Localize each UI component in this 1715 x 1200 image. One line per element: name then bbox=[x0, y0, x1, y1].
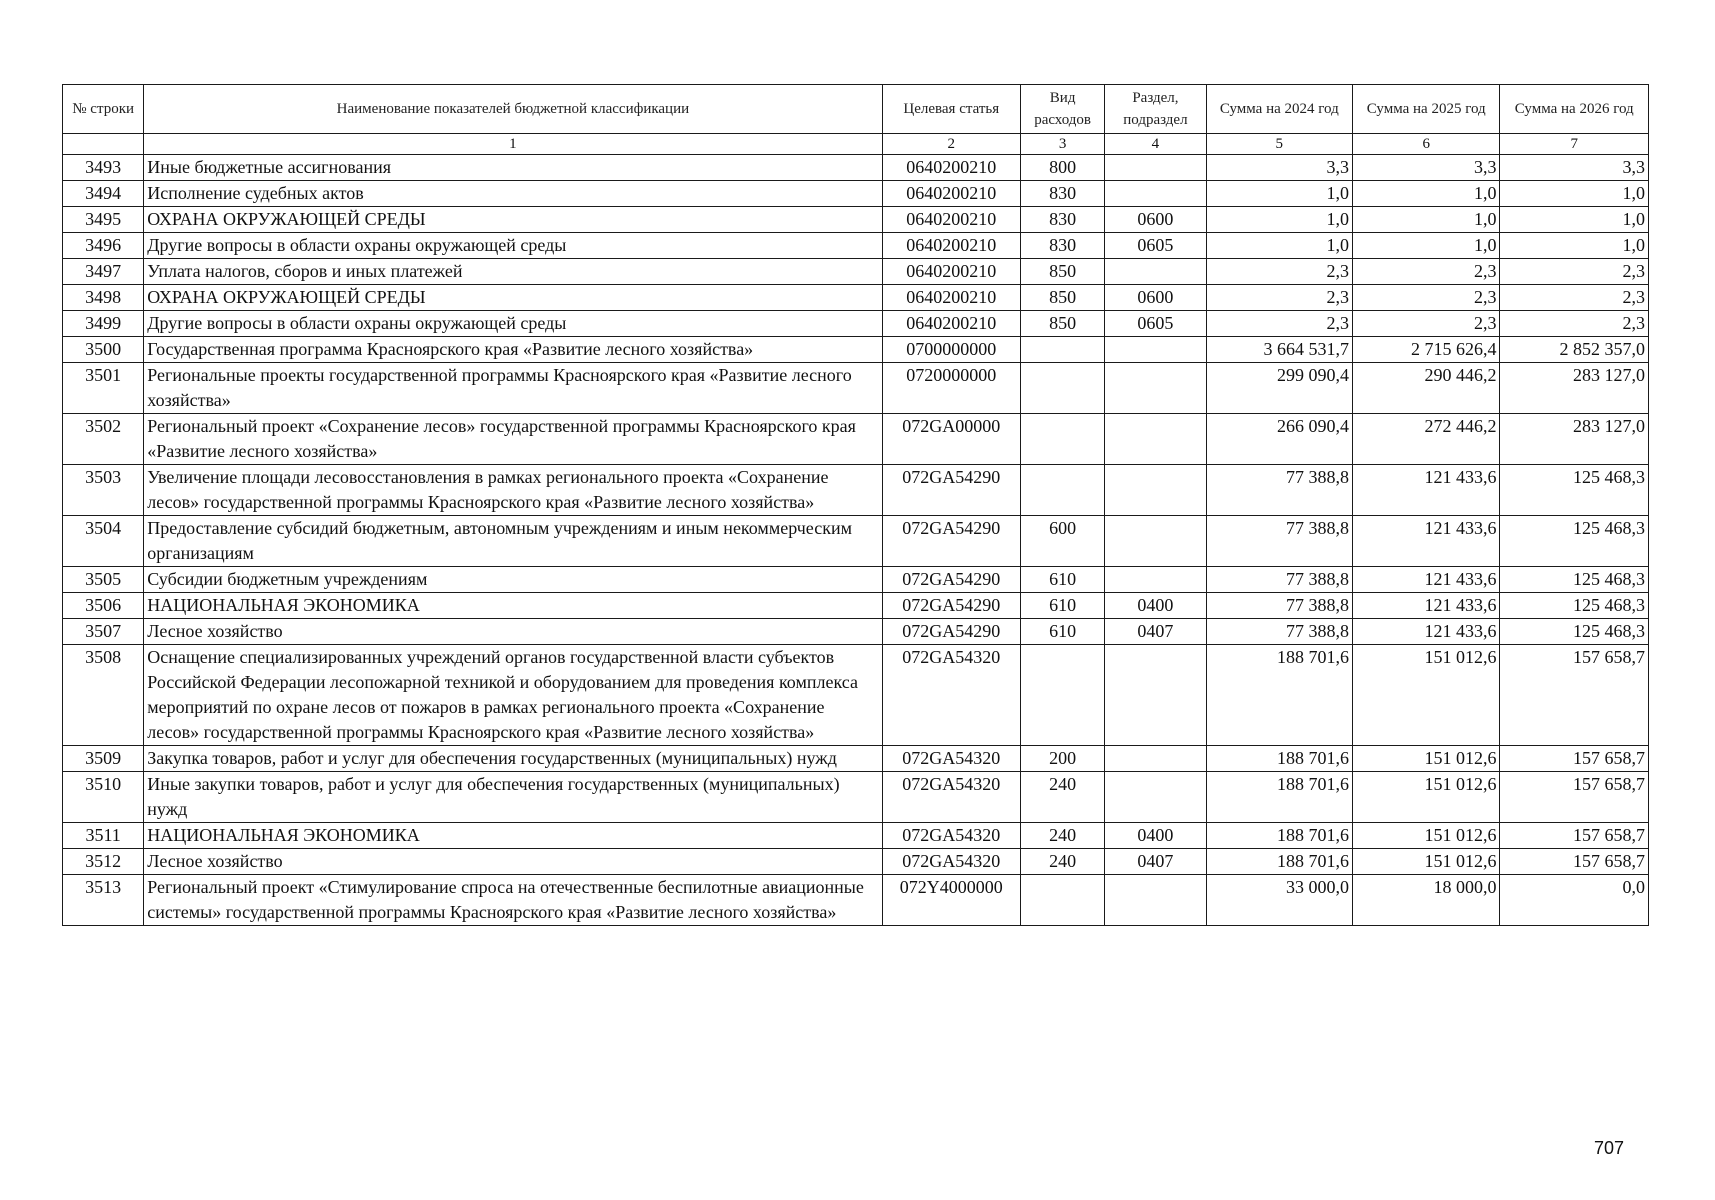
column-number: 4 bbox=[1105, 134, 1206, 155]
target-article-cell: 072GA54320 bbox=[882, 849, 1020, 875]
expense-kind-cell bbox=[1020, 414, 1104, 465]
row-number-cell: 3508 bbox=[63, 645, 144, 746]
table-row bbox=[63, 207, 1649, 233]
section-cell bbox=[1105, 337, 1206, 363]
header-indicator-name: Наименование показателей бюджетной классификации bbox=[144, 85, 882, 134]
section-cell bbox=[1105, 516, 1206, 567]
row-number-cell: 3511 bbox=[63, 823, 144, 849]
table-row bbox=[63, 516, 1649, 567]
sum-2024-cell: 1,0 bbox=[1206, 233, 1352, 259]
row-number-cell: 3498 bbox=[63, 285, 144, 311]
sum-2024-cell: 77 388,8 bbox=[1206, 593, 1352, 619]
sum-2026-cell: 125 468,3 bbox=[1500, 593, 1649, 619]
sum-2026-cell: 2,3 bbox=[1500, 311, 1649, 337]
expense-kind-cell: 240 bbox=[1020, 823, 1104, 849]
sum-2026-cell: 283 127,0 bbox=[1500, 363, 1649, 414]
indicator-name-cell: НАЦИОНАЛЬНАЯ ЭКОНОМИКА bbox=[144, 823, 882, 849]
sum-2025-cell: 290 446,2 bbox=[1353, 363, 1500, 414]
sum-2026-cell: 157 658,7 bbox=[1500, 849, 1649, 875]
sum-2025-cell: 121 433,6 bbox=[1353, 567, 1500, 593]
row-number-cell: 3499 bbox=[63, 311, 144, 337]
indicator-name-cell: Лесное хозяйство bbox=[144, 619, 882, 645]
sum-2025-cell: 1,0 bbox=[1353, 233, 1500, 259]
table-row bbox=[63, 746, 1649, 772]
target-article-cell: 072GA54290 bbox=[882, 516, 1020, 567]
indicator-name-cell: Увеличение площади лесовосстановления в рамках регионального проекта «Сохранение лесов» государственной программы Красноярского края «Развитие лесного хозяйства» bbox=[144, 465, 882, 516]
indicator-name-cell: ОХРАНА ОКРУЖАЮЩЕЙ СРЕДЫ bbox=[144, 285, 882, 311]
expense-kind-cell: 830 bbox=[1020, 207, 1104, 233]
indicator-name-cell: Региональный проект «Сохранение лесов» государственной программы Красноярского края «Развитие лесного хозяйства» bbox=[144, 414, 882, 465]
table-row bbox=[63, 772, 1649, 823]
sum-2025-cell: 121 433,6 bbox=[1353, 516, 1500, 567]
target-article-cell: 072GA54320 bbox=[882, 772, 1020, 823]
table-row bbox=[63, 259, 1649, 285]
sum-2024-cell: 77 388,8 bbox=[1206, 516, 1352, 567]
column-number: 1 bbox=[144, 134, 882, 155]
row-number-cell: 3503 bbox=[63, 465, 144, 516]
sum-2024-cell: 1,0 bbox=[1206, 181, 1352, 207]
row-number-cell: 3501 bbox=[63, 363, 144, 414]
table-row bbox=[63, 567, 1649, 593]
target-article-cell: 072GA54290 bbox=[882, 567, 1020, 593]
column-number: 6 bbox=[1353, 134, 1500, 155]
target-article-cell: 072GA54290 bbox=[882, 465, 1020, 516]
page-number: 707 bbox=[1594, 1138, 1625, 1158]
expense-kind-cell bbox=[1020, 645, 1104, 746]
sum-2024-cell: 299 090,4 bbox=[1206, 363, 1352, 414]
indicator-name-cell: Исполнение судебных актов bbox=[144, 181, 882, 207]
row-number-cell: 3497 bbox=[63, 259, 144, 285]
expense-kind-cell bbox=[1020, 363, 1104, 414]
sum-2025-cell: 1,0 bbox=[1353, 181, 1500, 207]
expense-kind-cell: 200 bbox=[1020, 746, 1104, 772]
sum-2026-cell: 125 468,3 bbox=[1500, 465, 1649, 516]
section-cell: 0600 bbox=[1105, 285, 1206, 311]
indicator-name-cell: Государственная программа Красноярского края «Развитие лесного хозяйства» bbox=[144, 337, 882, 363]
table-row bbox=[63, 465, 1649, 516]
sum-2026-cell: 1,0 bbox=[1500, 207, 1649, 233]
sum-2026-cell: 157 658,7 bbox=[1500, 772, 1649, 823]
target-article-cell: 072GA54290 bbox=[882, 593, 1020, 619]
sum-2025-cell: 1,0 bbox=[1353, 207, 1500, 233]
sum-2026-cell: 125 468,3 bbox=[1500, 567, 1649, 593]
section-cell bbox=[1105, 259, 1206, 285]
column-number: 5 bbox=[1206, 134, 1352, 155]
table-row bbox=[63, 311, 1649, 337]
sum-2024-cell: 188 701,6 bbox=[1206, 746, 1352, 772]
sum-2025-cell: 2,3 bbox=[1353, 259, 1500, 285]
sum-2024-cell: 1,0 bbox=[1206, 207, 1352, 233]
header-section: Раздел, подраздел bbox=[1105, 85, 1206, 134]
target-article-cell: 0640200210 bbox=[882, 155, 1020, 181]
expense-kind-cell: 850 bbox=[1020, 311, 1104, 337]
indicator-name-cell: Другие вопросы в области охраны окружающей среды bbox=[144, 311, 882, 337]
sum-2026-cell: 3,3 bbox=[1500, 155, 1649, 181]
row-number-cell: 3502 bbox=[63, 414, 144, 465]
expense-kind-cell: 610 bbox=[1020, 567, 1104, 593]
target-article-cell: 0640200210 bbox=[882, 285, 1020, 311]
target-article-cell: 0700000000 bbox=[882, 337, 1020, 363]
section-cell bbox=[1105, 363, 1206, 414]
target-article-cell: 0640200210 bbox=[882, 259, 1020, 285]
sum-2024-cell: 2,3 bbox=[1206, 311, 1352, 337]
section-cell bbox=[1105, 645, 1206, 746]
expense-kind-cell: 830 bbox=[1020, 181, 1104, 207]
row-number-cell: 3495 bbox=[63, 207, 144, 233]
expense-kind-cell bbox=[1020, 465, 1104, 516]
table-row bbox=[63, 181, 1649, 207]
row-number-cell: 3506 bbox=[63, 593, 144, 619]
row-number-cell: 3512 bbox=[63, 849, 144, 875]
sum-2025-cell: 2,3 bbox=[1353, 311, 1500, 337]
row-number-cell: 3507 bbox=[63, 619, 144, 645]
row-number-cell: 3494 bbox=[63, 181, 144, 207]
sum-2024-cell: 33 000,0 bbox=[1206, 875, 1352, 926]
target-article-cell: 0720000000 bbox=[882, 363, 1020, 414]
row-number-cell: 3513 bbox=[63, 875, 144, 926]
section-cell bbox=[1105, 746, 1206, 772]
sum-2024-cell: 3 664 531,7 bbox=[1206, 337, 1352, 363]
sum-2025-cell: 121 433,6 bbox=[1353, 465, 1500, 516]
sum-2024-cell: 188 701,6 bbox=[1206, 823, 1352, 849]
indicator-name-cell: Закупка товаров, работ и услуг для обеспечения государственных (муниципальных) нужд bbox=[144, 746, 882, 772]
sum-2024-cell: 188 701,6 bbox=[1206, 849, 1352, 875]
expense-kind-cell: 850 bbox=[1020, 259, 1104, 285]
target-article-cell: 0640200210 bbox=[882, 207, 1020, 233]
header-expense-kind: Вид расходов bbox=[1020, 85, 1104, 134]
section-cell: 0400 bbox=[1105, 823, 1206, 849]
section-cell: 0600 bbox=[1105, 207, 1206, 233]
section-cell bbox=[1105, 414, 1206, 465]
row-number-cell: 3493 bbox=[63, 155, 144, 181]
column-number: 7 bbox=[1500, 134, 1649, 155]
section-cell: 0605 bbox=[1105, 311, 1206, 337]
column-number bbox=[63, 134, 144, 155]
table-row bbox=[63, 823, 1649, 849]
table-row bbox=[63, 645, 1649, 746]
expense-kind-cell: 240 bbox=[1020, 772, 1104, 823]
expense-kind-cell: 610 bbox=[1020, 619, 1104, 645]
table-row bbox=[63, 414, 1649, 465]
expense-kind-cell: 610 bbox=[1020, 593, 1104, 619]
expense-kind-cell: 830 bbox=[1020, 233, 1104, 259]
expense-kind-cell: 240 bbox=[1020, 849, 1104, 875]
indicator-name-cell: Другие вопросы в области охраны окружающей среды bbox=[144, 233, 882, 259]
sum-2026-cell: 157 658,7 bbox=[1500, 823, 1649, 849]
budget-table bbox=[62, 84, 1649, 926]
sum-2024-cell: 3,3 bbox=[1206, 155, 1352, 181]
row-number-cell: 3505 bbox=[63, 567, 144, 593]
table-row bbox=[63, 849, 1649, 875]
indicator-name-cell: НАЦИОНАЛЬНАЯ ЭКОНОМИКА bbox=[144, 593, 882, 619]
section-cell bbox=[1105, 181, 1206, 207]
sum-2025-cell: 3,3 bbox=[1353, 155, 1500, 181]
header-target-article: Целевая статья bbox=[882, 85, 1020, 134]
sum-2026-cell: 0,0 bbox=[1500, 875, 1649, 926]
sum-2025-cell: 121 433,6 bbox=[1353, 593, 1500, 619]
sum-2024-cell: 77 388,8 bbox=[1206, 465, 1352, 516]
sum-2024-cell: 266 090,4 bbox=[1206, 414, 1352, 465]
table-row bbox=[63, 593, 1649, 619]
sum-2026-cell: 125 468,3 bbox=[1500, 516, 1649, 567]
section-cell bbox=[1105, 567, 1206, 593]
header-sum-2025: Сумма на 2025 год bbox=[1353, 85, 1500, 134]
sum-2025-cell: 151 012,6 bbox=[1353, 772, 1500, 823]
sum-2024-cell: 2,3 bbox=[1206, 285, 1352, 311]
section-cell: 0605 bbox=[1105, 233, 1206, 259]
row-number-cell: 3510 bbox=[63, 772, 144, 823]
section-cell bbox=[1105, 155, 1206, 181]
sum-2025-cell: 272 446,2 bbox=[1353, 414, 1500, 465]
sum-2025-cell: 121 433,6 bbox=[1353, 619, 1500, 645]
target-article-cell: 0640200210 bbox=[882, 233, 1020, 259]
table-row bbox=[63, 337, 1649, 363]
expense-kind-cell: 600 bbox=[1020, 516, 1104, 567]
table-row bbox=[63, 233, 1649, 259]
section-cell: 0407 bbox=[1105, 849, 1206, 875]
table-row bbox=[63, 619, 1649, 645]
indicator-name-cell: Иные бюджетные ассигнования bbox=[144, 155, 882, 181]
section-cell: 0400 bbox=[1105, 593, 1206, 619]
section-cell bbox=[1105, 772, 1206, 823]
column-number-row bbox=[63, 134, 1649, 155]
section-cell bbox=[1105, 875, 1206, 926]
expense-kind-cell: 850 bbox=[1020, 285, 1104, 311]
target-article-cell: 072Y4000000 bbox=[882, 875, 1020, 926]
indicator-name-cell: Лесное хозяйство bbox=[144, 849, 882, 875]
sum-2024-cell: 188 701,6 bbox=[1206, 645, 1352, 746]
indicator-name-cell: Оснащение специализированных учреждений органов государственной власти субъектов Российской Федерации лесопожарной техникой и оборудованием для проведения комплекса мероприятий по охране лесов от пожаров в рамках регионального проекта «Сохранение лесов» государственной программы Красноярского края «Развитие лесного хозяйства» bbox=[144, 645, 882, 746]
header-row bbox=[63, 85, 1649, 134]
sum-2026-cell: 2 852 357,0 bbox=[1500, 337, 1649, 363]
sum-2026-cell: 2,3 bbox=[1500, 259, 1649, 285]
sum-2025-cell: 151 012,6 bbox=[1353, 823, 1500, 849]
sum-2026-cell: 1,0 bbox=[1500, 181, 1649, 207]
row-number-cell: 3509 bbox=[63, 746, 144, 772]
sum-2025-cell: 2,3 bbox=[1353, 285, 1500, 311]
table-row bbox=[63, 875, 1649, 926]
sum-2024-cell: 188 701,6 bbox=[1206, 772, 1352, 823]
target-article-cell: 072GA54320 bbox=[882, 746, 1020, 772]
target-article-cell: 0640200210 bbox=[882, 311, 1020, 337]
indicator-name-cell: Региональные проекты государственной программы Красноярского края «Развитие лесного хозяйства» bbox=[144, 363, 882, 414]
sum-2026-cell: 157 658,7 bbox=[1500, 645, 1649, 746]
indicator-name-cell: Иные закупки товаров, работ и услуг для обеспечения государственных (муниципальных) нужд bbox=[144, 772, 882, 823]
sum-2024-cell: 77 388,8 bbox=[1206, 619, 1352, 645]
target-article-cell: 072GA00000 bbox=[882, 414, 1020, 465]
table-row bbox=[63, 155, 1649, 181]
row-number-cell: 3504 bbox=[63, 516, 144, 567]
indicator-name-cell: ОХРАНА ОКРУЖАЮЩЕЙ СРЕДЫ bbox=[144, 207, 882, 233]
target-article-cell: 0640200210 bbox=[882, 181, 1020, 207]
sum-2026-cell: 283 127,0 bbox=[1500, 414, 1649, 465]
sum-2024-cell: 2,3 bbox=[1206, 259, 1352, 285]
indicator-name-cell: Уплата налогов, сборов и иных платежей bbox=[144, 259, 882, 285]
indicator-name-cell: Региональный проект «Стимулирование спроса на отечественные беспилотные авиационные системы» государственной программы Красноярского края «Развитие лесного хозяйства» bbox=[144, 875, 882, 926]
sum-2026-cell: 157 658,7 bbox=[1500, 746, 1649, 772]
expense-kind-cell: 800 bbox=[1020, 155, 1104, 181]
section-cell bbox=[1105, 465, 1206, 516]
table-row bbox=[63, 363, 1649, 414]
table-body bbox=[63, 155, 1649, 926]
column-number: 3 bbox=[1020, 134, 1104, 155]
target-article-cell: 072GA54320 bbox=[882, 823, 1020, 849]
sum-2026-cell: 1,0 bbox=[1500, 233, 1649, 259]
header-sum-2024: Сумма на 2024 год bbox=[1206, 85, 1352, 134]
sum-2025-cell: 151 012,6 bbox=[1353, 746, 1500, 772]
indicator-name-cell: Субсидии бюджетным учреждениям bbox=[144, 567, 882, 593]
sum-2025-cell: 2 715 626,4 bbox=[1353, 337, 1500, 363]
row-number-cell: 3496 bbox=[63, 233, 144, 259]
expense-kind-cell bbox=[1020, 337, 1104, 363]
column-number: 2 bbox=[882, 134, 1020, 155]
header-sum-2026: Сумма на 2026 год bbox=[1500, 85, 1649, 134]
target-article-cell: 072GA54320 bbox=[882, 645, 1020, 746]
sum-2026-cell: 125 468,3 bbox=[1500, 619, 1649, 645]
header-row-number: № строки bbox=[63, 85, 144, 134]
sum-2025-cell: 151 012,6 bbox=[1353, 645, 1500, 746]
section-cell: 0407 bbox=[1105, 619, 1206, 645]
sum-2026-cell: 2,3 bbox=[1500, 285, 1649, 311]
sum-2025-cell: 151 012,6 bbox=[1353, 849, 1500, 875]
expense-kind-cell bbox=[1020, 875, 1104, 926]
target-article-cell: 072GA54290 bbox=[882, 619, 1020, 645]
row-number-cell: 3500 bbox=[63, 337, 144, 363]
sum-2025-cell: 18 000,0 bbox=[1353, 875, 1500, 926]
indicator-name-cell: Предоставление субсидий бюджетным, автономным учреждениям и иным некоммерческим организациям bbox=[144, 516, 882, 567]
table-row bbox=[63, 285, 1649, 311]
sum-2024-cell: 77 388,8 bbox=[1206, 567, 1352, 593]
